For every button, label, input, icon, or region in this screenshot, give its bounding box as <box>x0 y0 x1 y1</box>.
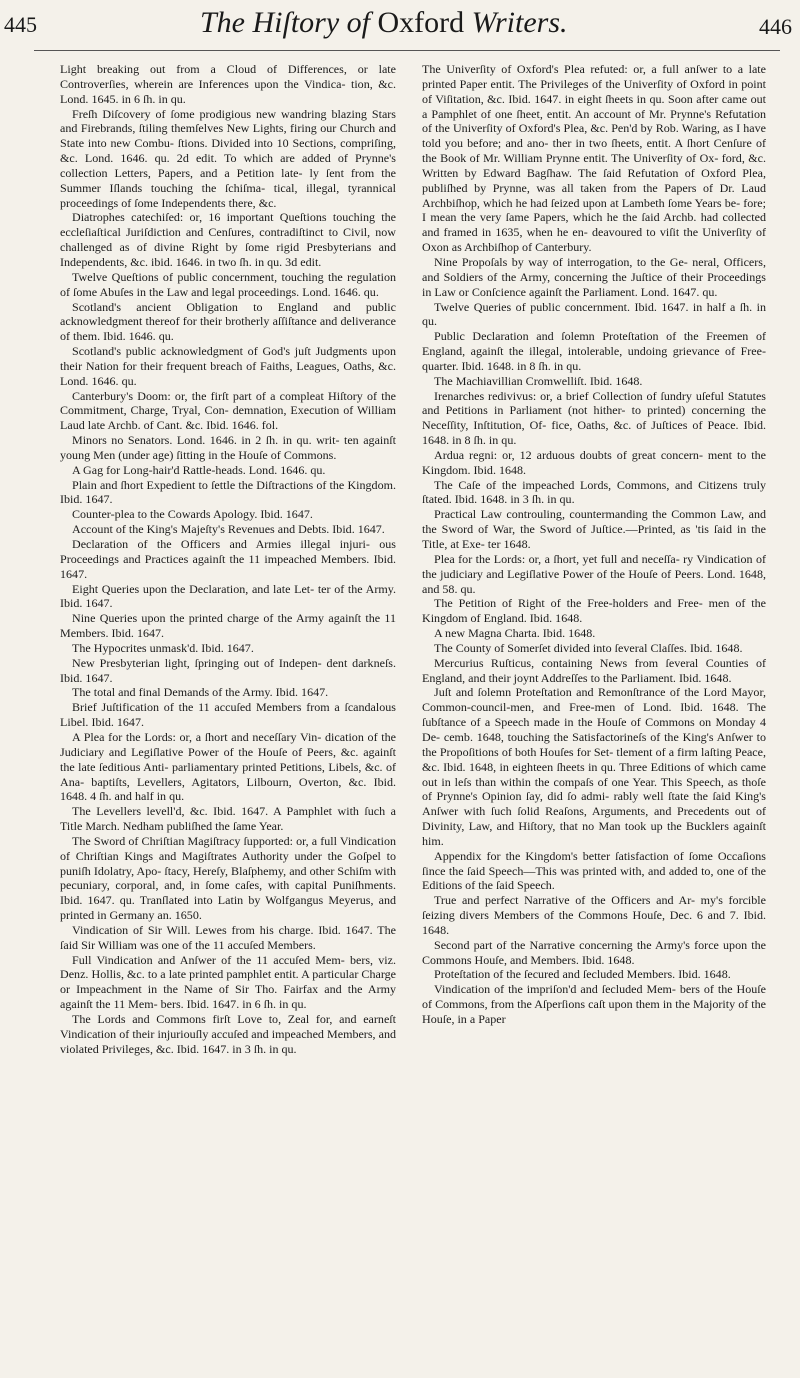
bibliography-entry: True and perfect Narrative of the Officers and Ar- my's forcible ſeizing divers Members of the Commons Houſe, Dec. 6 and 7. Ibid. 1648. <box>422 893 766 937</box>
bibliography-entry: Account of the King's Majeſty's Revenues and Debts. Ibid. 1647. <box>72 522 385 537</box>
bibliography-entry: New Presbyterian light, ſpringing out of Indepen- dent darkneſs. Ibid. 1647. <box>60 655 396 685</box>
bibliography-entry: Declaration of the Officers and Armies illegal injuri- ous Proceedings and Practices againſt the 11 impeached Members. Ibid. 1647. <box>60 537 396 581</box>
bibliography-entry: Vindication of the impriſon'd and ſecluded Mem- bers of the Houſe of Commons, from the Aſperſions caſt upon them in the Majority of the Houſe, in a Paper <box>422 982 766 1026</box>
header-rule <box>34 50 780 51</box>
bibliography-entry: Twelve Queries of public concernment. Ibid. 1647. in half a ſh. in qu. <box>422 299 766 329</box>
bibliography-entry: Diatrophes catechiſed: or, 16 important Queſtions touching the eccleſiaſtical Juriſdiction and Cenſures, contradiſtinct to Civil, now challenged as of divine Right by ſome rigid Presbyterians and Independents, &c. ibid. 1646. in two ſh. in qu. 3d edit. <box>60 210 396 269</box>
bibliography-entry: Nine Queries upon the printed charge of the Army againſt the 11 Members. Ibid. 1647. <box>60 611 396 641</box>
bibliography-entry: A Gag for Long-hair'd Rattle-heads. Lond. 1646. qu. <box>72 462 326 477</box>
bibliography-entry: Brief Juſtification of the 11 accuſed Members from a ſcandalous Libel. Ibid. 1647. <box>60 700 396 730</box>
bibliography-entry: Proteſtation of the ſecured and ſecluded Members. Ibid. 1648. <box>434 967 731 982</box>
bibliography-entry: Ardua regni: or, 12 arduous doubts of great concern- ment to the Kingdom. Ibid. 1648. <box>422 447 766 477</box>
running-title-oxford: Oxford <box>377 6 465 39</box>
bibliography-entry: Plain and ſhort Expedient to ſettle the Diſtractions of the Kingdom. Ibid. 1647. <box>60 477 396 507</box>
bibliography-entry: The Lords and Commons firſt Love to, Zeal for, and earneſt Vindication of their injuriouſly accuſed and impeached Members, and violated Privileges, &c. Ibid. 1647. in 3 ſh. in qu. <box>60 1012 396 1056</box>
bibliography-entry: Full Vindication and Anſwer of the 11 accuſed Mem- bers, viz. Denz. Hollis, &c. to a late printed pamphlet entit. A particular Charge or Impeachment in the Name of Sir Tho. Fairfax and the Army againſt the 11 Mem- bers. Ibid. 1647. in 6 ſh. in qu. <box>60 952 396 1012</box>
bibliography-entry: The County of Somerſet divided into ſeveral Claſſes. Ibid. 1648. <box>434 640 743 655</box>
bibliography-entry: Nine Propoſals by way of interrogation, to the Ge- neral, Officers, and Soldiers of the Army, concerning the Juſtice of their Proceedings in Law or Conſcience againſt the Parliament. Lond. 1647. qu. <box>422 254 766 299</box>
bibliography-entry: The Caſe of the impeached Lords, Commons, and Citizens truly ſtated. Ibid. 1648. in 3 ſh. in qu. <box>422 477 766 507</box>
bibliography-entry: Plea for the Lords: or, a ſhort, yet full and neceſſa- ry Vindication of the judiciary and Legiſlative Power of the Houſe of Peers. Lond. 1648, and 58. qu. <box>422 551 766 596</box>
bibliography-entry: Light breaking out from a Cloud of Differences, or late Controverſies, wherein are Inferences upon the Vindica- tion, &c. Lond. 1645. in 6 ſh. in qu. <box>60 62 396 106</box>
bibliography-entry: Counter-plea to the Cowards Apology. Ibid. 1647. <box>72 507 313 522</box>
bibliography-entry: Irenarches redivivus: or, a brief Collection of ſundry uſeful Statutes and Petitions in Parliament (not hither- to printed) concerning the Neceſſity, Inſtitution, Of- fice, Oaths, &c. of Juſtices of Peace. Ibid. 1648. in 8 ſh. in qu. <box>422 388 766 448</box>
bibliography-entry: The Univerſity of Oxford's Plea refuted: or, a full anſwer to a late printed Paper entit. The Privileges of the Univerſity of Oxford in point of Viſitation, &c. Ibid. 1647. in eight ſheets in qu. Soon after came out a Pamphlet of one ſheet, entit. An account of Mr. Prynne's Refutation of the Univerſity of Oxford's Plea, &c. Pen'd by Rob. Waring, as I have told you before; and ano- ther in two ſheets, entit. A ſhort Cenſure of the Book of Mr. William Prynne entit. The Univerſity of Ox- ford, &c. Written by Edward Bagſhaw. The ſaid Refutation of Oxford Plea, publiſhed by Prynne, was all taken from the Papers of Dr. Laud Archbiſhop, which he had ſeized upon at Lambeth ſome Years be- fore; I mean the very ſame Papers, which he the ſaid Archb. had collected and framed in 1635, when he en- deavoured to viſit the Univerſity of Oxon as Archbiſhop of Canterbury. <box>422 62 766 255</box>
bibliography-entry: The Sword of Chriſtian Magiſtracy ſupported: or, a full Vindication of Chriſtian Kings and Magiſtrates Authority under the Goſpel to puniſh Idolatry, Apo- ſtacy, Hereſy, Blaſphemy, and other Schiſm with pecuniary, corporal, and, in ſome caſes, with capital Puniſhments. Ibid. 1647. qu. Tranſlated into Latin by Wolfgangus Meyerus, and printed in Germany an. 1650. <box>60 833 396 923</box>
bibliography-entry: The Machiavillian Cromwelliſt. Ibid. 1648. <box>434 373 643 388</box>
bibliography-entry: Freſh Diſcovery of ſome prodigious new wandring blazing Stars and Firebrands, ſtiling themſelves New Lights, firing our Church and State into new Combu- ſtions. Divided into 10 Sections, compriſing, &c. Lond. 1646. qu. 2d edit. To which are added of Prynne's collection Letters, Papers, and a Petition late- ly ſent from the Summer Iſlands touching the ſchiſma- tical, illegal, tyrannical proceedings of ſome Independents there, &c. <box>60 106 396 210</box>
bibliography-entry: A new Magna Charta. Ibid. 1648. <box>434 626 596 641</box>
bibliography-entry: Eight Queries upon the Declaration, and late Let- ter of the Army. Ibid. 1647. <box>60 581 396 611</box>
bibliography-entry: Juſt and ſolemn Proteſtation and Remonſtrance of the Lord Mayor, Common-council-men, and Free-men of Lond. Ibid. 1648. The ſubſtance of a Speech made in the Houſe of Commons on Monday 4 De- cemb. 1648, touching the Satisfactorineſs of the King's Anſwer to the Propoſitions of both Houſes for Set- tlement of a firm laſting Peace, &c. Ibid. 1648, in eighteen ſheets in qu. Three Editions of which came out in leſs than within the compaſs of one Year. This Speech, as thoſe of Prynne's Opinion ſay, did ſo admi- rably well ſtate the ſaid King's Anſwer with ſuch ſolid Reaſons, Arguments, and Precedents out of Divinity, Law, and Hiſtory, that no Man took up the Bucklers againſt him. <box>422 685 766 848</box>
bibliography-entry: The Levellers levell'd, &c. Ibid. 1647. A Pamphlet with ſuch a Title March. Nedham publiſhed the ſame Year. <box>60 804 396 834</box>
bibliography-entry: The Hypocrites unmask'd. Ibid. 1647. <box>72 640 254 655</box>
running-title-suffix: Writers. <box>464 6 568 39</box>
running-title <box>200 6 568 40</box>
running-title-prefix: The Hiſtory of <box>200 6 378 39</box>
left-column <box>60 62 396 1057</box>
bibliography-entry: Mercurius Ruſticus, containing News from ſeveral Counties of England, and their joynt Addreſſes to the Parliament. Ibid. 1648. <box>422 655 766 685</box>
bibliography-entry: Practical Law controuling, countermanding the Common Law, and the Sword of War, the Sword of Juſtice.—Printed, as 'tis ſaid in the Title, at Exe- ter 1648. <box>422 507 766 551</box>
page-number-right: 446 <box>759 14 792 39</box>
bibliography-entry: Scotland's ancient Obligation to England and public acknowledgment thereof for their brotherly aſſiſtance and deliverance of them. Ibid. 1646. qu. <box>60 299 396 344</box>
right-column <box>422 62 766 1027</box>
bibliography-entry: A Plea for the Lords: or, a ſhort and neceſſary Vin- dication of the Judiciary and Legiſlative Power of the Houſe of Peers, &c. againſt the late ſeditious Anti- parliamentary printed Petitions, Libels, &c. of Ana- baptiſts, Levellers, Agitators, Lilbourn, Overton, &c. Ibid. 1648. 4 ſh. and half in qu. <box>60 729 396 804</box>
bibliography-entry: The Petition of Right of the Free-holders and Free- men of the Kingdom of England. Ibid. 1648. <box>422 596 766 626</box>
bibliography-entry: Scotland's public acknowledgment of God's juſt Judgments upon their Nation for their frequent breach of Faiths, Leagues, Oaths, &c. Lond. 1646. qu. <box>60 344 396 388</box>
bibliography-entry: Vindication of Sir Will. Lewes from his charge. Ibid. 1647. The ſaid Sir William was one of the 11 accuſed Members. <box>60 922 396 952</box>
bibliography-entry: Second part of the Narrative concerning the Army's force upon the Commons Houſe, and Members. Ibid. 1648. <box>422 937 766 967</box>
bibliography-entry: Canterbury's Doom: or, the firſt part of a compleat Hiſtory of the Commitment, Charge, Tryal, Con- demnation, Execution of William Laud late Archb. of Cant. &c. Ibid. 1646. fol. <box>60 388 396 433</box>
bibliography-entry: Public Declaration and ſolemn Proteſtation of the Freemen of England, againſt the illegal, intolerable, undoing grievance of Free-quarter. Ibid. 1648. in 8 ſh. in qu. <box>422 329 766 373</box>
bibliography-entry: The total and final Demands of the Army. Ibid. 1647. <box>72 685 329 700</box>
page-number-left: 445 <box>4 12 37 37</box>
bibliography-entry: Minors no Senators. Lond. 1646. in 2 ſh. in qu. writ- ten againſt young Men (under age) ſitting in the Houſe of Commons. <box>60 433 396 462</box>
bibliography-entry: Twelve Queſtions of public concernment, touching the regulation of ſome Abuſes in the Law and legal proceedings. Lond. 1646. qu. <box>60 269 396 299</box>
bibliography-entry: Appendix for the Kingdom's better ſatisfaction of ſome Occaſions ſince the ſaid Speech—This was printed with, and added to, one of the Editions of the ſaid Speech. <box>422 848 766 893</box>
